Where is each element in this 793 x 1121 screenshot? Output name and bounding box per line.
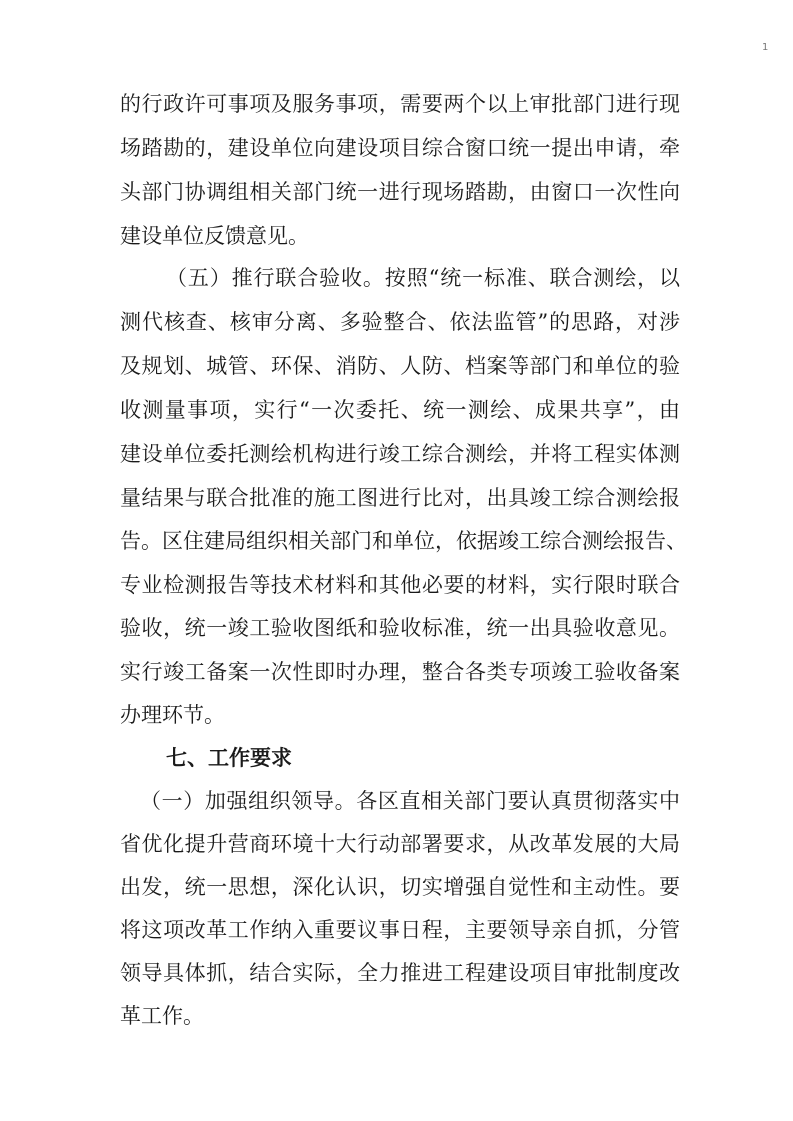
text-line: 专业检测报告等技术材料和其他必要的材料，实行限时联合 [120,573,680,597]
text-line: 建设单位反馈意见。 [120,224,309,248]
text-line: 的行政许可事项及服务事项，需要两个以上审批部门进行现 [120,92,680,116]
text-line: 场踏勘的，建设单位向建设项目综合窗口统一提出申请，牵 [120,136,680,160]
text-line: 建设单位委托测绘机构进行竣工综合测绘，并将工程实体测 [120,442,680,466]
text-line: 实行竣工备案一次性即时办理，整合各类专项竣工验收备案 [120,660,680,684]
section-heading: 七、工作要求 [166,746,292,770]
text-line: 省优化提升营商环境十大行动部署要求，从改革发展的大局 [120,832,680,856]
text-line: 验收，统一竣工验收图纸和验收标准，统一出具验收意见。 [120,616,680,640]
text-line: 头部门协调组相关部门统一进行现场踏勘，由窗口一次性向 [120,180,680,204]
text-line: 出发，统一思想，深化认识，切实增强自觉性和主动性。要 [120,875,680,899]
text-line: 办理环节。 [120,703,225,727]
text-line: 及规划、城管、环保、消防、人防、档案等部门和单位的验 [120,354,680,378]
text-line: 领导具体抓，结合实际，全力推进工程建设项目审批制度改 [120,961,680,985]
text-line: （五）推行联合验收。按照“统一标准、联合测绘，以 [166,266,680,290]
text-line: （一）加强组织领导。各区直相关部门要认真贯彻落实中 [140,789,680,813]
text-line: 告。区住建局组织相关部门和单位，依据竣工综合测绘报告、 [120,529,687,553]
text-line: 革工作。 [120,1004,204,1028]
text-line: 量结果与联合批准的施工图进行比对，出具竣工综合测绘报 [120,486,680,510]
text-line: 收测量事项，实行“一次委托、统一测绘、成果共享”，由 [120,398,680,422]
text-line: 将这项改革工作纳入重要议事日程，主要领导亲自抓，分管 [120,918,680,942]
page-mark: 1 [762,42,769,53]
text-line: 测代核查、核审分离、多验整合、依法监管”的思路，对涉 [120,310,680,334]
